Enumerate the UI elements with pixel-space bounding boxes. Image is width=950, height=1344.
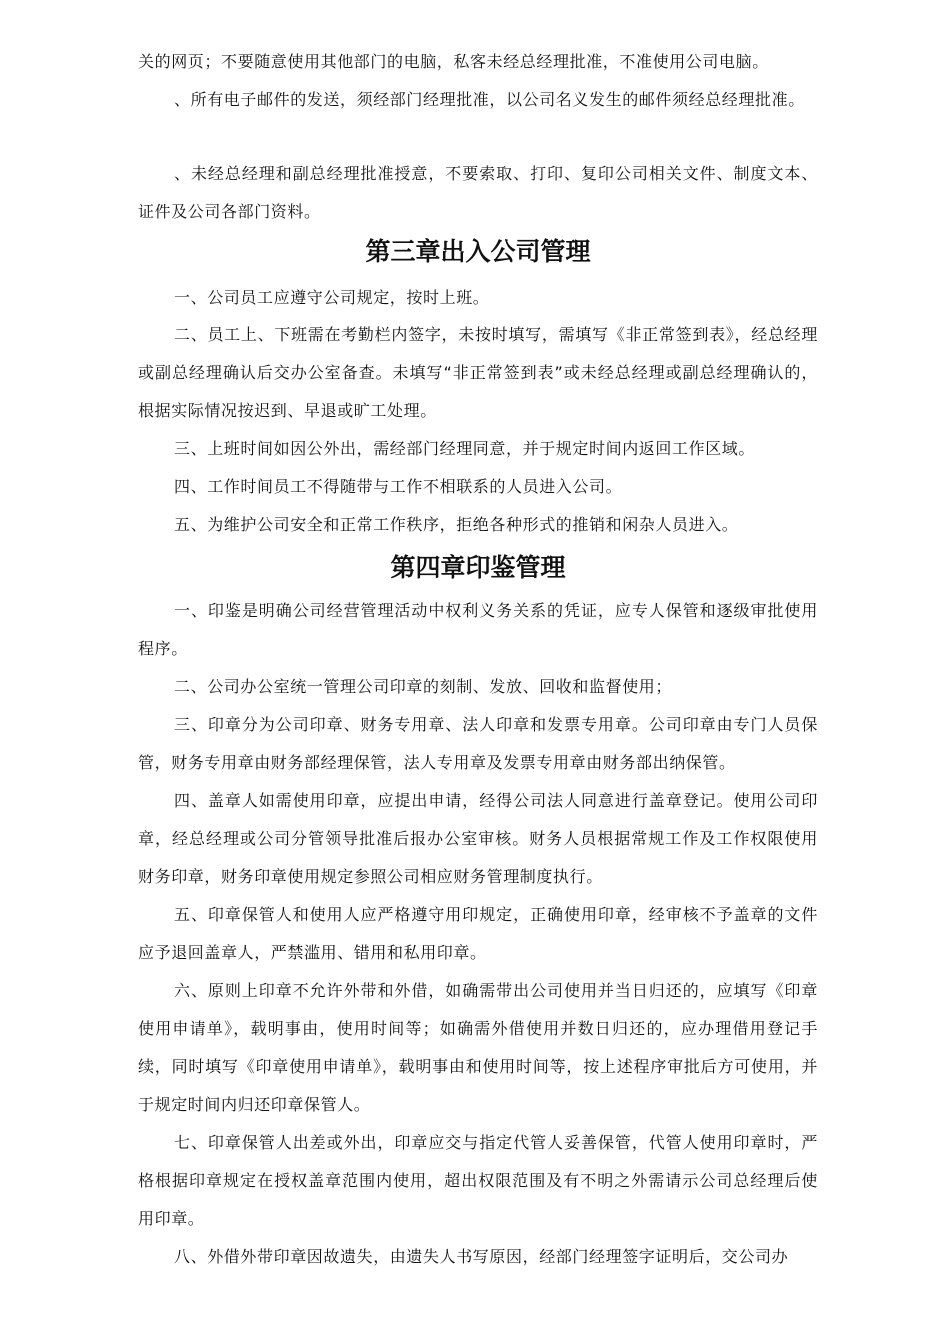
chapter-4-item-6: 六、原则上印章不允许外带和外借，如确需带出公司使用并当日归还的，应填写《印章使用申请单》，载明事由，使用时间等；如确需外借使用并数日归还的，应办理借用登记手续，同时填写《印章使用申请单》，载明事由和使用时间等，按上述程序审批后方可使用，并于规定时间内归还印章保管人。 [138, 981, 818, 1114]
chapter-3-title: 第三章出入公司管理 [365, 237, 591, 266]
chapter-4-item-3: 三、印章分为公司印章、财务专用章、法人印章和发票专用章。公司印章由专门人员保管，财务专用章由财务部经理保管，法人专用章及发票专用章由财务部出纳保管。 [138, 715, 818, 772]
chapter-4-item-1: 一、印鉴是明确公司经营管理活动中权利义务关系的凭证，应专人保管和逐级审批使用程序。 [138, 601, 818, 658]
chapter-4-item-4: 四、盖章人如需使用印章，应提出申请，经得公司法人同意进行盖章登记。使用公司印章，经总经理或公司分管领导批准后报办公室审核。财务人员根据常规工作及工作权限使用财务印章，财务印章使用规定参照公司相应财务管理制度执行。 [138, 791, 818, 886]
chapter-4-title: 第四章印鉴管理 [390, 553, 566, 582]
paragraph-continuation-computer-use: 关的网页；不要随意使用其他部门的电脑，私客未经总经理批准，不准使用公司电脑。 [138, 52, 769, 71]
chapter-3-item-5: 五、为维护公司安全和正常工作秩序，拒绝各种形式的推销和闲杂人员进入。 [174, 515, 739, 534]
chapter-3-item-1: 一、公司员工应遵守公司规定，按时上班。 [174, 288, 490, 307]
chapter-3-item-4: 四、工作时间员工不得随带与工作不相联系的人员进入公司。 [174, 477, 623, 496]
chapter-3-item-2: 二、员工上、下班需在考勤栏内签字，未按时填写，需填写《非正常签到表》，经总经理或副总经理确认后交办公室备查。未填写“非正常签到表”或未经总经理或副总经理确认的，根据实际情况按迟到、早退或旷工处理。 [138, 325, 818, 420]
paragraph-document-request-policy: 、未经总经理和副总经理批准授意，不要索取、打印、复印公司相关文件、制度文本、证件及公司各部门资料。 [138, 164, 818, 221]
chapter-4-item-2: 二、公司办公室统一管理公司印章的刻制、发放、回收和监督使用； [174, 677, 673, 696]
chapter-3-item-3: 三、上班时间如因公外出，需经部门经理同意，并于规定时间内返回工作区域。 [174, 439, 756, 458]
chapter-4-item-5: 五、印章保管人和使用人应严格遵守用印规定，正确使用印章，经审核不予盖章的文件应予退回盖章人，严禁滥用、错用和私用印章。 [138, 905, 818, 962]
chapter-4-item-8: 八、外借外带印章因故遗失，由遗失人书写原因，经部门经理签字证明后，交公司办 [174, 1247, 789, 1266]
paragraph-email-policy: 、所有电子邮件的发送，须经部门经理批准，以公司名义发生的邮件须经总经理批准。 [174, 90, 805, 109]
chapter-4-item-7: 七、印章保管人出差或外出，印章应交与指定代管人妥善保管，代管人使用印章时，严格根据印章规定在授权盖章范围内使用，超出权限范围及有不明之外需请示公司总经理后使用印章。 [138, 1133, 818, 1228]
